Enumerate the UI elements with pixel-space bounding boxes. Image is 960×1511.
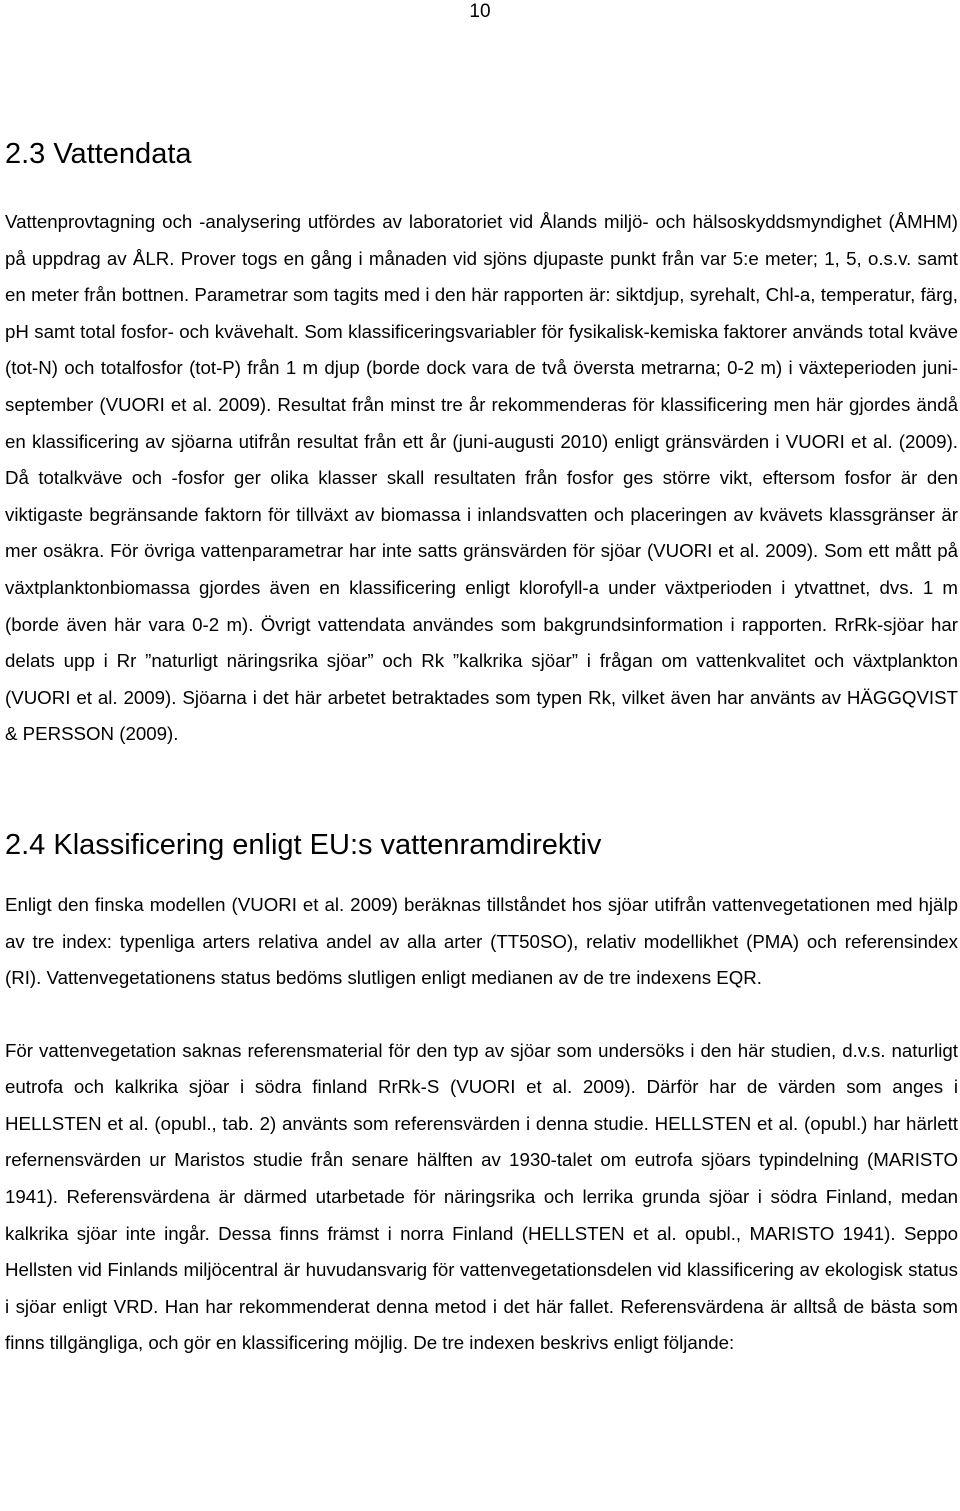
page-content [5,134,958,1362]
paragraph-klassificering-2: För vattenvegetation saknas referensmaterial för den typ av sjöar som undersöks i den här studien, d.v.s. naturligt eutrofa och kalkrika sjöar i södra finland RrRk-S (VUORI et al. 2009). Därför har de värden som anges i HELLSTEN et al. (opubl., tab. 2) använts som referensvärden i denna studie. HELLSTEN et al. (opubl.) har härlett refernensvärden ur Maristos studie från senare hälften av 1930-talet om eutrofa sjöars typindelning (MARISTO 1941). Referensvärdena är därmed utarbetade för näringsrika och lerrika grunda sjöar i södra Finland, medan kalkrika sjöar inte ingår. Dessa finns främst i norra Finland (HELLSTEN et al. opubl., MARISTO 1941). Seppo Hellsten vid Finlands miljöcentral är huvudansvarig för vattenvegetationsdelen vid klassificering av ekologisk status i sjöar enligt VRD. Han har rekommenderat denna metod i det här fallet. Referensvärdena är alltså de bästa som finns tillgängliga, och gör en klassificering möjlig. De tre indexen beskrivs enligt följande: [5,1039,958,1354]
page-number: 10 [469,1,491,22]
section-heading-vattendata: 2.3 Vattendata [5,138,192,170]
paragraph-vattendata: Vattenprovtagning och -analysering utfördes av laboratoriet vid Ålands miljö- och hälsoskyddsmyndighet (ÅMHM) på uppdrag av ÅLR. Prover togs en gång i månaden vid sjöns djupaste punkt från var 5:e meter; 1, 5, o.s.v. samt en meter från bottnen. Parametrar som tagits med i den här rapporten är: siktdjup, syrehalt, Chl-a, temperatur, färg, pH samt total fosfor- och kvävehalt. Som klassificeringsvariabler för fysikalisk-kemiska faktorer används total kväve (tot-N) och totalfosfor (tot-P) från 1 m djup (borde dock vara de två översta metrarna; 0-2 m) i växteperioden juni-september (VUORI et al. 2009). Resultat från minst tre år rekommenderas för klassificering men här gjordes ändå en klassificering av sjöarna utifrån resultat från ett år (juni-augusti 2010) enligt gränsvärden i VUORI et al. (2009). Då totalkväve och -fosfor ger olika klasser skall resultaten från fosfor ges större vikt, eftersom fosfor är den viktigaste begränsande faktorn för tillväxt av biomassa i inlandsvatten och placeringen av kvävets klassgränser är mer osäkra. För övriga vattenparametrar har inte satts gränsvärden för sjöar (VUORI et al. 2009). Som ett mått på växtplanktonbiomassa gjordes även en klassificering enligt klorofyll-a under växtperioden i ytvattnet, dvs. 1 m (borde även här vara 0-2 m). Övrigt vattendata användes som bakgrundsinformation i rapporten. RrRk-sjöar har delats upp i Rr ”naturligt näringsrika sjöar” och Rk ”kalkrika sjöar” i frågan om vattenkvalitet och växtplankton (VUORI et al. 2009). Sjöarna i det här arbetet betraktades som typen Rk, vilket även har använts av HÄGGQVIST & PERSSON (2009). [5,211,958,745]
section-heading-klassificering: 2.4 Klassificering enligt EU:s vattenramdirektiv [5,828,602,861]
paragraph-klassificering-1: Enligt den finska modellen (VUORI et al. 2009) beräknas tillståndet hos sjöar utifrån vattenvegetationen med hjälp av tre index: typenliga arters relativa andel av alla arter (TT50SO), relativ modellikhet (PMA) och referensindex (RI). Vattenvegetationens status bedöms slutligen enligt medianen av de tre indexens EQR. [5,893,958,989]
